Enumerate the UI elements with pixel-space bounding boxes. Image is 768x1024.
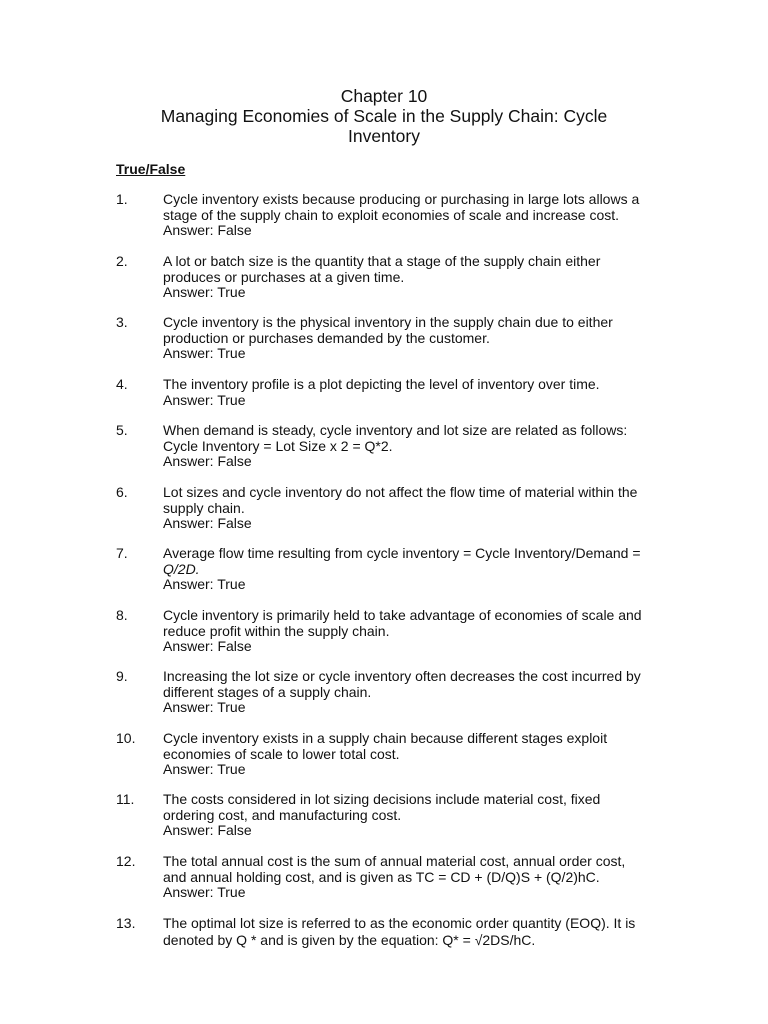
question-text-line: The costs considered in lot sizing decisions include material cost, fixed bbox=[163, 791, 601, 807]
answer-line: Answer: True bbox=[163, 576, 246, 592]
question-text-line: Cycle inventory is the physical inventory in the supply chain due to either bbox=[163, 314, 613, 330]
question-text-line: Cycle Inventory = Lot Size x 2 = Q*2. bbox=[163, 437, 393, 454]
question-text-line: different stages of a supply chain. bbox=[163, 683, 372, 700]
chapter-header bbox=[0, 86, 768, 146]
question-text-line: produces or purchases at a given time. bbox=[163, 268, 405, 285]
question-text-line: Lot sizes and cycle inventory do not affect the flow time of material within the bbox=[163, 484, 638, 500]
question-text-line: Cycle inventory exists because producing or purchasing in large lots allows a bbox=[163, 191, 640, 207]
answer-line: Answer: True bbox=[163, 345, 246, 361]
question-number: 10. bbox=[116, 730, 136, 746]
question-text-line: supply chain. bbox=[163, 499, 245, 516]
question-number: 6. bbox=[116, 484, 128, 500]
question-text-line: The inventory profile is a plot depicting the level of inventory over time. bbox=[163, 376, 600, 392]
answer-line: Answer: True bbox=[163, 884, 246, 900]
question-text-line: economies of scale to lower total cost. bbox=[163, 745, 400, 762]
question-text-line: When demand is steady, cycle inventory and lot size are related as follows: bbox=[163, 422, 628, 438]
question-text-line: Q/2D. bbox=[163, 560, 200, 577]
question-number: 8. bbox=[116, 607, 128, 623]
section-heading: True/False bbox=[116, 161, 186, 177]
question-text-line: and annual holding cost, and is given as TC = CD + (D/Q)S + (Q/2)hC. bbox=[163, 868, 600, 885]
answer-line: Answer: False bbox=[163, 222, 252, 238]
question-text-line: Average flow time resulting from cycle inventory = Cycle Inventory/Demand = bbox=[163, 545, 641, 561]
question-number: 9. bbox=[116, 668, 128, 684]
question-text-line: production or purchases demanded by the customer. bbox=[163, 329, 490, 346]
chapter-title-line-1: Managing Economies of Scale in the Supply Chain: Cycle bbox=[160, 106, 608, 126]
question-text-line: ordering cost, and manufacturing cost. bbox=[163, 806, 402, 823]
question-number: 7. bbox=[116, 545, 128, 561]
answer-line: Answer: False bbox=[163, 822, 252, 838]
question-text-line: Cycle inventory exists in a supply chain because different stages exploit bbox=[163, 730, 608, 746]
question-text-line: denoted by Q * and is given by the equation: Q* = √2DS/hC. bbox=[163, 932, 536, 948]
question-number: 3. bbox=[116, 314, 128, 330]
question-number: 11. bbox=[116, 791, 135, 807]
answer-line: Answer: False bbox=[163, 453, 252, 469]
question-text-line: A lot or batch size is the quantity that a stage of the supply chain either bbox=[163, 253, 601, 269]
answer-line: Answer: True bbox=[163, 284, 246, 300]
chapter-title-line-2: Inventory bbox=[348, 126, 420, 146]
question-text-line: Increasing the lot size or cycle inventory often decreases the cost incurred by bbox=[163, 668, 641, 684]
question-number: 2. bbox=[116, 253, 128, 269]
answer-line: Answer: True bbox=[163, 761, 246, 777]
answer-line: Answer: True bbox=[163, 699, 246, 715]
question-text-line: Cycle inventory is primarily held to take advantage of economies of scale and bbox=[163, 607, 642, 623]
chapter-label: Chapter 10 bbox=[340, 86, 428, 106]
answer-line: Answer: False bbox=[163, 515, 252, 531]
question-number: 4. bbox=[116, 376, 128, 392]
question-number: 5. bbox=[116, 422, 128, 438]
answer-line: Answer: False bbox=[163, 638, 252, 654]
question-number: 1. bbox=[116, 191, 128, 207]
question-number: 13. bbox=[116, 915, 136, 931]
question-text-line: reduce profit within the supply chain. bbox=[163, 622, 390, 639]
question-text-line: The optimal lot size is referred to as the economic order quantity (EOQ). It is bbox=[163, 915, 636, 931]
question-number: 12. bbox=[116, 853, 136, 869]
question-text-line: stage of the supply chain to exploit economies of scale and increase cost. bbox=[163, 206, 620, 223]
answer-line: Answer: True bbox=[163, 391, 246, 408]
question-text-line: The total annual cost is the sum of annual material cost, annual order cost, bbox=[163, 853, 626, 869]
